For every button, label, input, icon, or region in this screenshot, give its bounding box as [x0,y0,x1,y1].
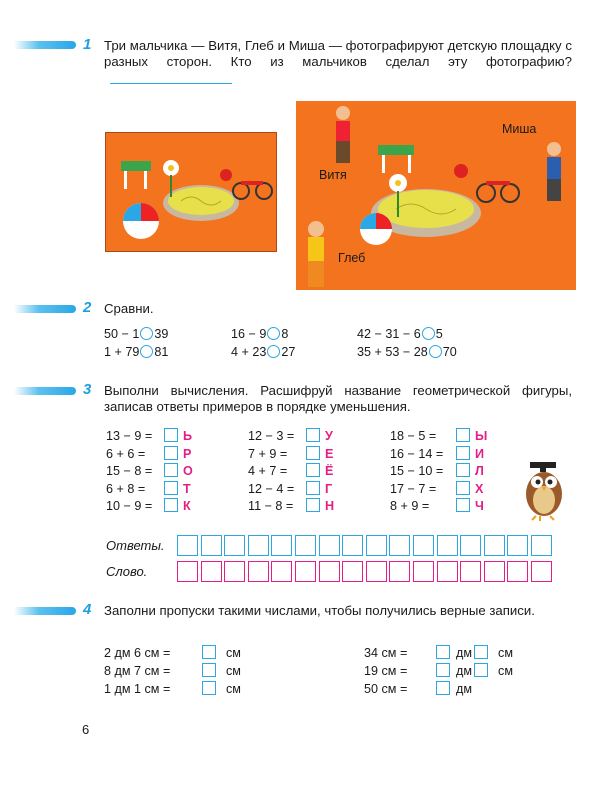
task-4-text: Заполни пропуски такими числами, чтобы получились верные записи. [104,603,535,618]
unit-cm: см [226,664,241,678]
example-expression: 13 − 9 = [106,429,153,443]
task-1-text-content: Три мальчика — Витя, Глеб и Миша — фотографируют детскую площадку с разных сторон. Кто из мальчиков сделал эту фотографию? [104,38,572,69]
word-cell[interactable] [460,561,481,582]
conversion-left-row [104,645,241,660]
label-vitya: Витя [319,168,347,182]
answer-box[interactable] [456,498,470,512]
example-row [248,498,334,513]
word-cell[interactable] [342,561,363,582]
conversion-left-row [104,663,241,678]
task-4-bar [14,607,76,615]
answer-box[interactable] [164,481,178,495]
cipher-letter: Т [183,481,191,496]
example-expression: 15 − 8 = [106,464,153,478]
value: 8 [281,327,289,341]
task-2-number: 2 [83,299,92,316]
expr: 50 − 1 [104,327,140,341]
value: 39 [154,327,169,341]
answer-cell[interactable] [437,535,458,556]
task-1-bar [14,41,76,49]
answer-box[interactable] [164,428,178,442]
task-3-text: Выполни вычисления. Расшифруй название геометрической фигуры, записав ответы примеров в порядке уменьшения. [104,383,572,414]
answer-cell[interactable] [507,535,528,556]
answer-box[interactable] [164,463,178,477]
word-cell[interactable] [248,561,269,582]
cipher-letter: Л [475,464,484,478]
answer-cell[interactable] [319,535,340,556]
compare-circle[interactable] [422,327,435,340]
owl-icon [520,460,570,522]
example-expression: 12 − 3 = [248,429,295,443]
cipher-letter: О [183,464,193,478]
answer-box[interactable] [456,428,470,442]
conversion-expr: 8 дм 7 см = [104,664,171,678]
example-row [390,498,484,513]
example-expression: 10 − 9 = [106,499,153,513]
conversion-right-row [364,663,513,678]
answer-box[interactable] [306,428,320,442]
compare-row-2b [231,345,295,359]
word-cell[interactable] [366,561,387,582]
cipher-letter: Г [325,481,333,496]
answer-box[interactable] [474,645,488,659]
word-cell[interactable] [507,561,528,582]
answer-cell[interactable] [389,535,410,556]
example-expression: 15 − 10 = [390,464,444,478]
compare-row-1 [104,327,168,341]
expr: 16 − 9 [231,327,267,341]
compare-circle[interactable] [267,327,280,340]
answer-cell[interactable] [484,535,505,556]
example-row [248,481,332,496]
expr: 35 + 53 − 28 [357,345,428,359]
unit-cm: см [498,646,513,660]
compare-row-2c [357,345,457,359]
conversion-expr: 1 дм 1 см = [104,682,171,696]
cipher-letter: Ч [475,499,484,513]
word-cell[interactable] [319,561,340,582]
cipher-letter: Ё [325,464,334,478]
answer-box[interactable] [436,663,450,677]
word-cell[interactable] [271,561,292,582]
example-row [106,463,193,478]
example-row [390,428,487,443]
expr: 42 − 31 − 6 [357,327,421,341]
task-3-bar [14,387,76,395]
word-cell[interactable] [531,561,552,582]
example-row [390,463,484,478]
answer-cell[interactable] [201,535,222,556]
cipher-letter: К [183,499,191,513]
value: 27 [281,345,296,359]
example-expression: 18 − 5 = [390,429,437,443]
task-2-bar [14,305,76,313]
compare-row-1c [357,327,443,341]
boy-vitya [336,106,350,163]
cipher-letter: Ь [183,429,193,443]
expr: 4 + 23 [231,345,267,359]
example-expression: 4 + 7 = [248,464,288,478]
scene-playground [296,101,576,290]
unit-dm: дм [456,646,473,660]
compare-row-1b [231,327,288,341]
answer-box[interactable] [456,446,470,460]
value: 5 [435,327,443,341]
cipher-letter: Р [183,446,192,461]
task-1-answer-line[interactable] [110,71,232,84]
unit-dm: дм [456,682,473,696]
answer-box[interactable] [306,463,320,477]
compare-circle[interactable] [140,345,153,358]
unit-cm: см [226,682,241,696]
example-expression: 6 + 6 = [106,446,146,461]
answer-box[interactable] [456,481,470,495]
conversion-expr: 50 см = [364,682,408,696]
answer-cell[interactable] [342,535,363,556]
conversion-expr: 2 дм 6 см = [104,646,171,660]
example-row [390,481,483,496]
example-expression: 17 − 7 = [390,481,437,496]
cipher-letter: И [475,446,485,461]
word-cell[interactable] [389,561,410,582]
value: 70 [442,345,457,359]
example-row [390,446,484,461]
word-cell[interactable] [413,561,434,582]
cipher-letter: Х [475,481,484,496]
answer-box[interactable] [306,446,320,460]
word-cell[interactable] [295,561,316,582]
page-number: 6 [82,722,90,737]
owl-illustration [520,460,570,522]
conversion-right-row [364,645,513,660]
answer-box[interactable] [474,663,488,677]
example-expression: 16 − 14 = [390,446,444,461]
answer-box[interactable] [202,663,216,677]
answer-cell[interactable] [224,535,245,556]
word-cell[interactable] [437,561,458,582]
expr: 1 + 79 [104,345,140,359]
example-expression: 8 + 9 = [390,499,430,513]
example-row [248,463,333,478]
task-1-number: 1 [83,36,92,53]
compare-row-2 [104,345,168,359]
task-1-text [104,38,572,86]
answer-box[interactable] [164,446,178,460]
answer-cell[interactable] [531,535,552,556]
task-4-number: 4 [83,601,92,618]
example-expression: 12 − 4 = [248,481,295,496]
compare-circle[interactable] [267,345,280,358]
unit-cm: см [226,646,241,660]
task-3-number: 3 [83,381,92,398]
word-label: Слово. [106,564,148,579]
answer-cell[interactable] [177,535,198,556]
answer-box[interactable] [456,463,470,477]
answer-box[interactable] [306,481,320,495]
value: 81 [154,345,169,359]
conversion-right-row [364,681,472,696]
answer-box[interactable] [306,498,320,512]
word-cell[interactable] [201,561,222,582]
conversion-expr: 19 см = [364,664,408,678]
conversion-expr: 34 см = [364,646,408,660]
answer-cell[interactable] [413,535,434,556]
answer-box[interactable] [436,645,450,659]
example-row [106,428,192,443]
answer-box[interactable] [202,681,216,695]
conversion-left-row [104,681,241,696]
compare-circle[interactable] [429,345,442,358]
answer-cell[interactable] [248,535,269,556]
example-row [248,428,333,443]
cipher-letter: Е [325,446,334,461]
cipher-letter: Ы [475,429,488,443]
unit-cm: см [498,664,513,678]
label-gleb: Глеб [338,251,366,265]
answer-box[interactable] [164,498,178,512]
answer-cell[interactable] [271,535,292,556]
example-row [106,498,191,513]
boy-gleb [308,221,324,287]
example-row [248,446,333,461]
answers-grid [177,535,555,556]
answer-box[interactable] [436,681,450,695]
unit-dm: дм [456,664,473,678]
word-cell[interactable] [224,561,245,582]
compare-circle[interactable] [140,327,153,340]
word-cell[interactable] [484,561,505,582]
task-2-text: Сравни. [104,301,154,316]
cipher-letter: У [325,429,333,443]
label-misha: Миша [502,122,537,136]
boy-misha [547,142,561,201]
photo-illustration [106,133,276,251]
answer-cell[interactable] [366,535,387,556]
cipher-letter: Н [325,499,335,513]
word-grid [177,561,555,582]
answer-cell[interactable] [460,535,481,556]
photo-playground [105,132,277,252]
word-cell[interactable] [177,561,198,582]
example-row [106,446,191,461]
example-expression: 7 + 9 = [248,446,288,461]
answer-cell[interactable] [295,535,316,556]
example-expression: 6 + 8 = [106,481,146,496]
answers-label: Ответы. [106,538,165,553]
answer-box[interactable] [202,645,216,659]
example-row [106,481,191,496]
example-expression: 11 − 8 = [248,499,294,513]
